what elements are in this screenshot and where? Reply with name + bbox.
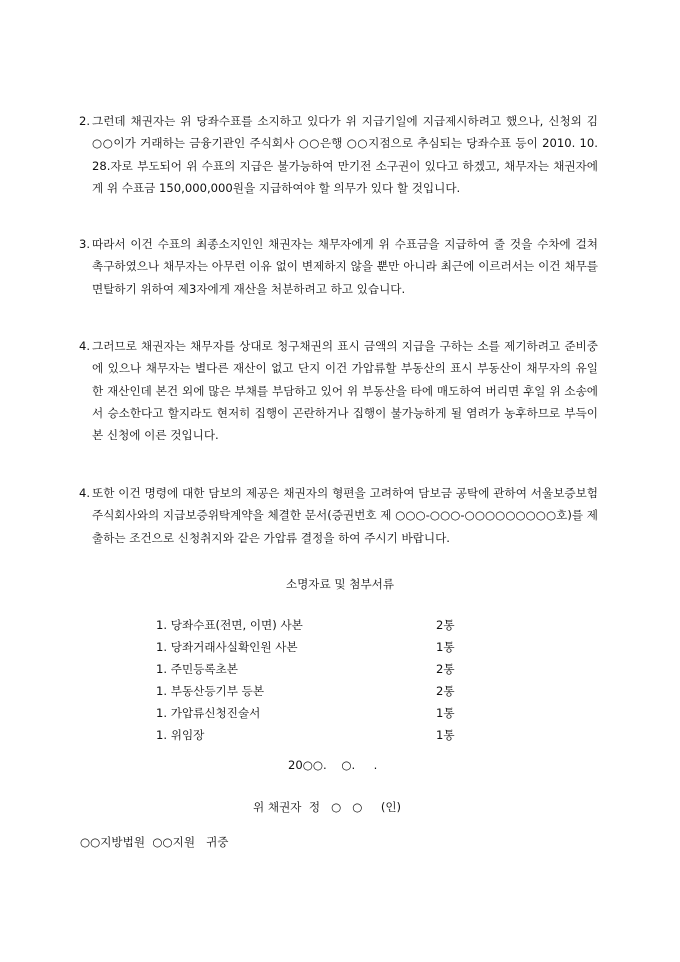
attachment-name: 1. 당좌거래사실확인원 사본 [156, 640, 298, 654]
attachment-name: 1. 주민등록초본 [156, 662, 238, 676]
filing-date: 20○○. ○. . [288, 758, 378, 772]
attachment-qty: 2통 [436, 618, 455, 632]
attachment-item [156, 724, 466, 746]
attachment-list [156, 614, 466, 746]
paragraph-text: 따라서 이건 수표의 최종소지인인 채권자는 채무자에게 위 수표금을 지급하여 줄 것을 수차에 걸쳐 촉구하였으나 채무자는 아무런 이유 없이 변제하지 않을 뿐만 아니라 최근에 이르러서는 이건 채무를 면탈하기 위하여 제3자에게 재산을 처분하려고 하고 있습니다. [92, 237, 598, 296]
attachment-qty: 2통 [436, 662, 455, 676]
attachment-qty: 2통 [436, 684, 455, 698]
paragraph-3 [79, 233, 598, 300]
paragraph-number: 4. [79, 339, 91, 353]
paragraph-text: 또한 이건 명령에 대한 담보의 제공은 채권자의 형편을 고려하여 담보금 공탁에 관하여 서울보증보험주식회사와의 지급보증위탁계약을 체결한 문서(증권번호 제 ○○○-○○○-○○○○○○○○○호)를 제출하는 조건으로 신청취지와 같은 가압류 결정을 하여 주시기 바랍니다. [92, 486, 598, 545]
attachment-item [156, 680, 466, 702]
attachment-item [156, 636, 466, 658]
paragraph-4-security [79, 482, 598, 549]
paragraph-number: 3. [79, 237, 91, 251]
attachment-qty: 1통 [436, 706, 455, 720]
attachment-qty: 1통 [436, 728, 455, 742]
attachment-item [156, 702, 466, 724]
paragraph-text: 그런데 채권자는 위 당좌수표를 소지하고 있다가 위 지급기일에 지급제시하려고 했으나, 신청외 김○○이가 거래하는 금융기관인 주식회사 ○○은행 ○○지점으로 추심되는 당좌수표 등이 2010. 10. 28.자로 부도되어 위 수표의 지급은 불가능하여 만기전 소구권이 있다고 하겠고, 채무자는 채권자에게 위 수표금 150,000,000원을 지급하여야 할 의무가 있다 할 것입니다. [92, 114, 598, 195]
attachment-name: 1. 부동산등기부 등본 [156, 684, 265, 698]
attachment-name: 1. 위임장 [156, 728, 205, 742]
paragraph-number: 4. [79, 486, 91, 500]
attachment-item [156, 658, 466, 680]
paragraph-text: 그러므로 채권자는 채무자를 상대로 청구채권의 표시 금액의 지급을 구하는 소를 제기하려고 준비중에 있으나 채무자는 별다른 재산이 없고 단지 이건 가압류할 부동산의 표시 부동산이 채무자의 유일한 재산인데 본건 외에 많은 부채를 부담하고 있어 위 부동산을 타에 매도하여 버리면 후일 위 소송에서 승소한다고 할지라도 현저히 집행이 곤란하거나 집행이 불가능하게 될 염려가 농후하므로 부득이 본 신청에 이른 것입니다. [92, 339, 598, 443]
attachment-item [156, 614, 466, 636]
paragraph-number: 2. [79, 114, 91, 128]
attachment-qty: 1통 [436, 640, 455, 654]
paragraph-2 [79, 110, 598, 199]
paragraph-4 [79, 335, 598, 446]
attachment-name: 1. 당좌수표(전면, 이면) 사본 [156, 618, 303, 632]
court-addressee: ○○지방법원 ○○지원 귀중 [80, 835, 229, 849]
creditor-signature-line: 위 채권자 정 ○ ○ (인) [253, 800, 402, 814]
attachment-name: 1. 가압류신청진술서 [156, 706, 261, 720]
attachments-heading: 소명자료 및 첨부서류 [285, 577, 395, 591]
